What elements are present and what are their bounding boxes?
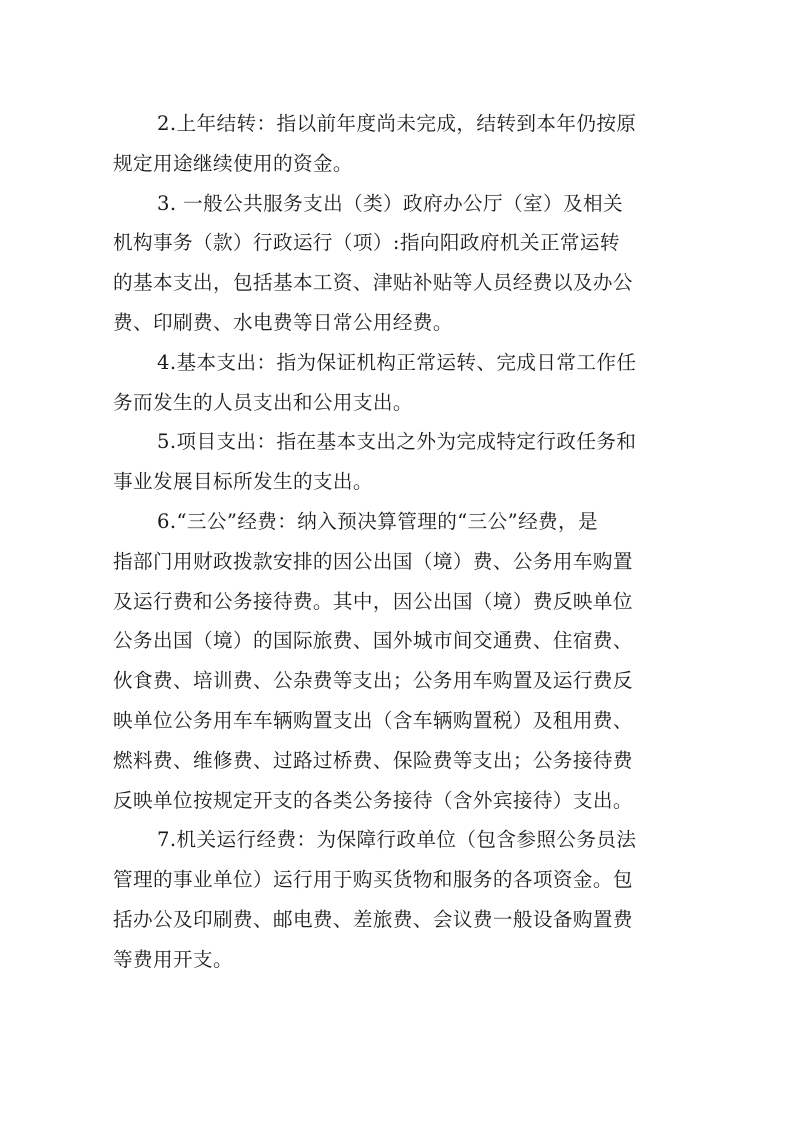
text-line: 的基本支出，包括基本工资、津贴补贴等人员经费以及办公 <box>113 271 633 295</box>
text-line: 7.机关运行经费：为保障行政单位（包含参照公务员法 <box>157 828 637 852</box>
paragraph-carryover <box>113 104 683 184</box>
paragraph-project-expenditure <box>113 422 683 502</box>
paragraph-three-public-expenses <box>113 502 683 820</box>
paragraph-general-public-services <box>113 184 683 343</box>
text-line: 映单位公务用车车辆购置支出（含车辆购置税）及租用费、 <box>113 708 633 732</box>
paragraph-operating-expenses <box>113 820 683 979</box>
text-line: 机构事务（款）行政运行（项）:指向阳政府机关正常运转 <box>113 231 620 255</box>
text-line: 指部门用财政拨款安排的因公出国（境）费、公务用车购置 <box>113 549 633 573</box>
text-line: 等费用开支。 <box>113 947 233 971</box>
text-line: 括办公及印刷费、邮电费、差旅费、会议费一般设备购置费 <box>113 907 633 931</box>
text-line: 费、印刷费、水电费等日常公用经费。 <box>113 310 453 334</box>
text-line: 管理的事业单位）运行用于购买货物和服务的各项资金。包 <box>113 868 633 892</box>
text-line: 伙食费、培训费、公杂费等支出；公务用车购置及运行费反 <box>113 669 633 693</box>
text-line: 3. 一般公共服务支出（类）政府办公厅（室）及相关 <box>157 191 623 215</box>
text-line: 反映单位按规定开支的各类公务接待（含外宾接待）支出。 <box>113 788 633 812</box>
paragraph-basic-expenditure <box>113 343 683 423</box>
text-line: 2.上年结转：指以前年度尚未完成，结转到本年仍按原 <box>157 112 637 135</box>
text-line: 5.项目支出：指在基本支出之外为完成特定行政任务和 <box>157 430 637 454</box>
text-line: 燃料费、维修费、过路过桥费、保险费等支出；公务接待费 <box>113 748 633 772</box>
text-line: 6.“三公”经费：纳入预决算管理的“三公”经费，是 <box>157 509 599 533</box>
text-line: 规定用途继续使用的资金。 <box>113 151 353 175</box>
text-line: 及运行费和公务接待费。其中，因公出国（境）费反映单位 <box>113 589 633 613</box>
text-line: 4.基本支出：指为保证机构正常运转、完成日常工作任 <box>157 350 637 374</box>
text-line: 务而发生的人员支出和公用支出。 <box>113 390 413 414</box>
text-line: 事业发展目标所发生的支出。 <box>113 470 373 494</box>
document-page <box>113 104 683 980</box>
text-line: 公务出国（境）的国际旅费、国外城市间交通费、住宿费、 <box>113 629 633 653</box>
